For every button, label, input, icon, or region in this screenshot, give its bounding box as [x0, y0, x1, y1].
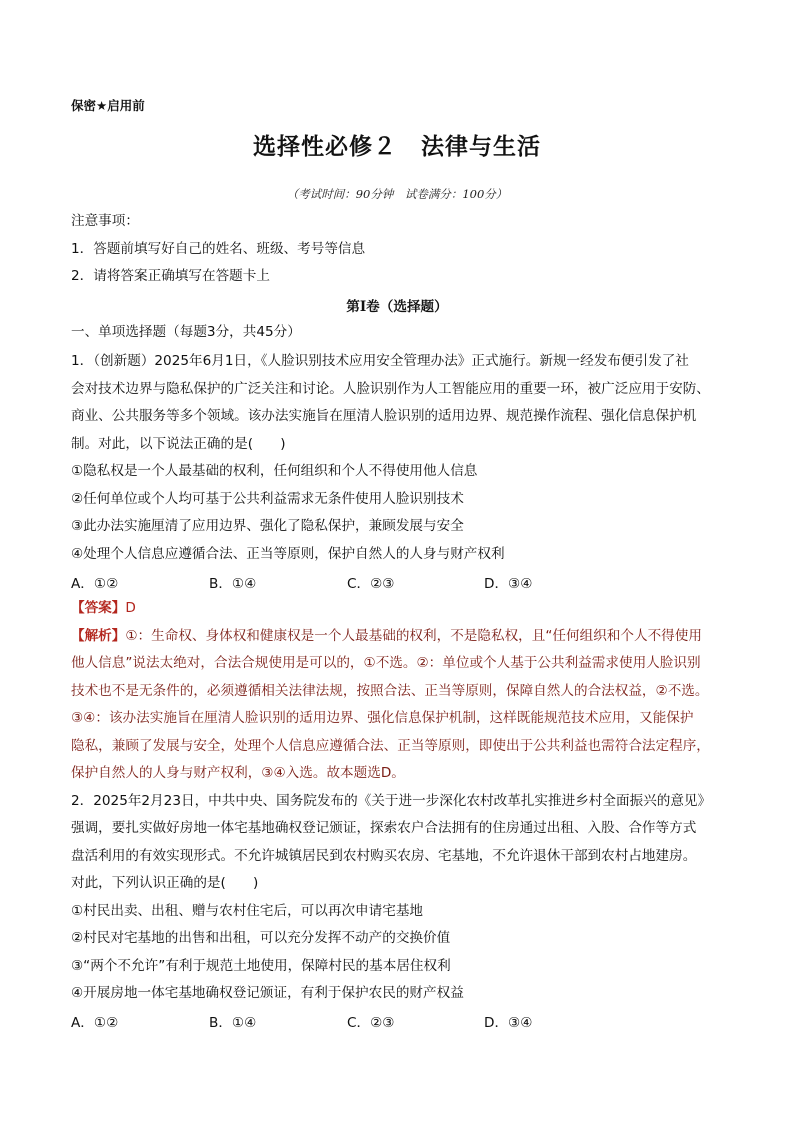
question-1-statement: ③此办法实施厘清了应用边界、强化了隐私保护，兼顾发展与安全	[71, 518, 464, 534]
analysis-text: 保护自然人的人身与财产权利，③④入选。故本题选D。	[71, 765, 405, 781]
confidential-label: 保密★启用前	[71, 98, 145, 113]
question-1-stem-line: 制。对此，以下说法正确的是( )	[71, 436, 286, 452]
option-b: B．①④	[209, 576, 257, 592]
question-2-stem-line: 盘活利用的有效实现形式。不允许城镇居民到农村购买农房、宅基地，不允许退休干部到农村占地建房。	[71, 848, 697, 864]
exam-info: （考试时间：90分钟 试卷满分：100分）	[286, 187, 508, 201]
page-title: 选择性必修２ 法律与生活	[253, 133, 541, 160]
option-d: D．③④	[484, 576, 533, 592]
question-1-statement: ①隐私权是一个人最基础的权利，任何组织和个人不得使用他人信息	[71, 463, 478, 479]
analysis-text: ①：生命权、身体权和健康权是一个人最基础的权利，不是隐私权，且“任何组织和个人不得使用	[125, 628, 702, 644]
section-title: 第I卷（选择题）	[346, 299, 448, 315]
answer-value: D	[125, 600, 136, 616]
question-1-options	[71, 572, 631, 590]
notice-heading: 注意事项：	[71, 213, 139, 229]
option-c: C．②③	[347, 1015, 395, 1031]
answer-line	[71, 599, 136, 617]
option-c: C．②③	[347, 576, 395, 592]
question-2-statement: ①村民出卖、出租、赠与农村住宅后，可以再次申请宅基地	[71, 903, 424, 919]
analysis-text: 隐私，兼顾了发展与安全，处理个人信息应遵循合法、正当等原则，即使出于公共利益也需符合法定程序，	[71, 738, 710, 754]
option-a: A．①②	[71, 1015, 119, 1031]
question-2-statement: ③“两个不允许”有利于规范土地使用，保障村民的基本居住权利	[71, 958, 451, 974]
option-a: A．①②	[71, 576, 119, 592]
option-b: B．①④	[209, 1015, 257, 1031]
part-heading: 一、单项选择题（每题3分，共45分）	[71, 324, 301, 340]
notice-item: 2．请将答案正确填写在答题卡上	[71, 268, 270, 284]
question-1-stem-line: 1．（创新题）2025年6月1日，《人脸识别技术应用安全管理办法》正式施行。新规一经发布便引发了社	[71, 353, 689, 369]
question-1-statement: ②任何单位或个人均可基于公共利益需求无条件使用人脸识别技术	[71, 491, 464, 507]
question-2-stem-line: 2．2025年2月23日，中共中央、国务院发布的《关于进一步深化农村改革扎实推进乡村全面振兴的意见》	[71, 793, 712, 809]
notice-item: 1．答题前填写好自己的姓名、班级、考号等信息	[71, 241, 366, 257]
question-1-stem-line: 会对技术边界与隐私保护的广泛关注和讨论。人脸识别作为人工智能应用的重要一环，被广泛应用于安防、	[71, 381, 710, 397]
question-1-stem-line: 商业、公共服务等多个领域。该办法实施旨在厘清人脸识别的适用边界、规范操作流程、强化信息保护机	[71, 408, 697, 424]
analysis-text: 技术也不是无条件的，必须遵循相关法律法规，按照合法、正当等原则，保障自然人的合法权益，②不选。	[71, 683, 709, 699]
question-2-stem-line: 对此，下列认识正确的是( )	[71, 875, 259, 891]
question-1-statement: ④处理个人信息应遵循合法、正当等原则，保护自然人的人身与财产权利	[71, 546, 505, 562]
analysis-text: ③④：该办法实施旨在厘清人脸识别的适用边界、强化信息保护机制，这样既能规范技术应用，又能保护	[71, 710, 694, 726]
answer-tag: 【答案】	[71, 600, 126, 616]
question-2-stem-line: 强调，要扎实做好房地一体宅基地确权登记颁证，探索农户合法拥有的住房通过出租、入股、合作等方式	[71, 820, 697, 836]
analysis-tag: 【解析】	[71, 628, 126, 644]
option-d: D．③④	[484, 1015, 533, 1031]
question-2-statement: ②村民对宅基地的出售和出租，可以充分发挥不动产的交换价值	[71, 930, 451, 946]
analysis-line	[71, 627, 702, 645]
analysis-text: 他人信息”说法太绝对，合法合规使用是可以的，①不选。②：单位或个人基于公共利益需求使用人脸识别	[71, 655, 701, 671]
question-2-options	[71, 1011, 631, 1029]
question-2-statement: ④开展房地一体宅基地确权登记颁证，有利于保护农民的财产权益	[71, 985, 464, 1001]
